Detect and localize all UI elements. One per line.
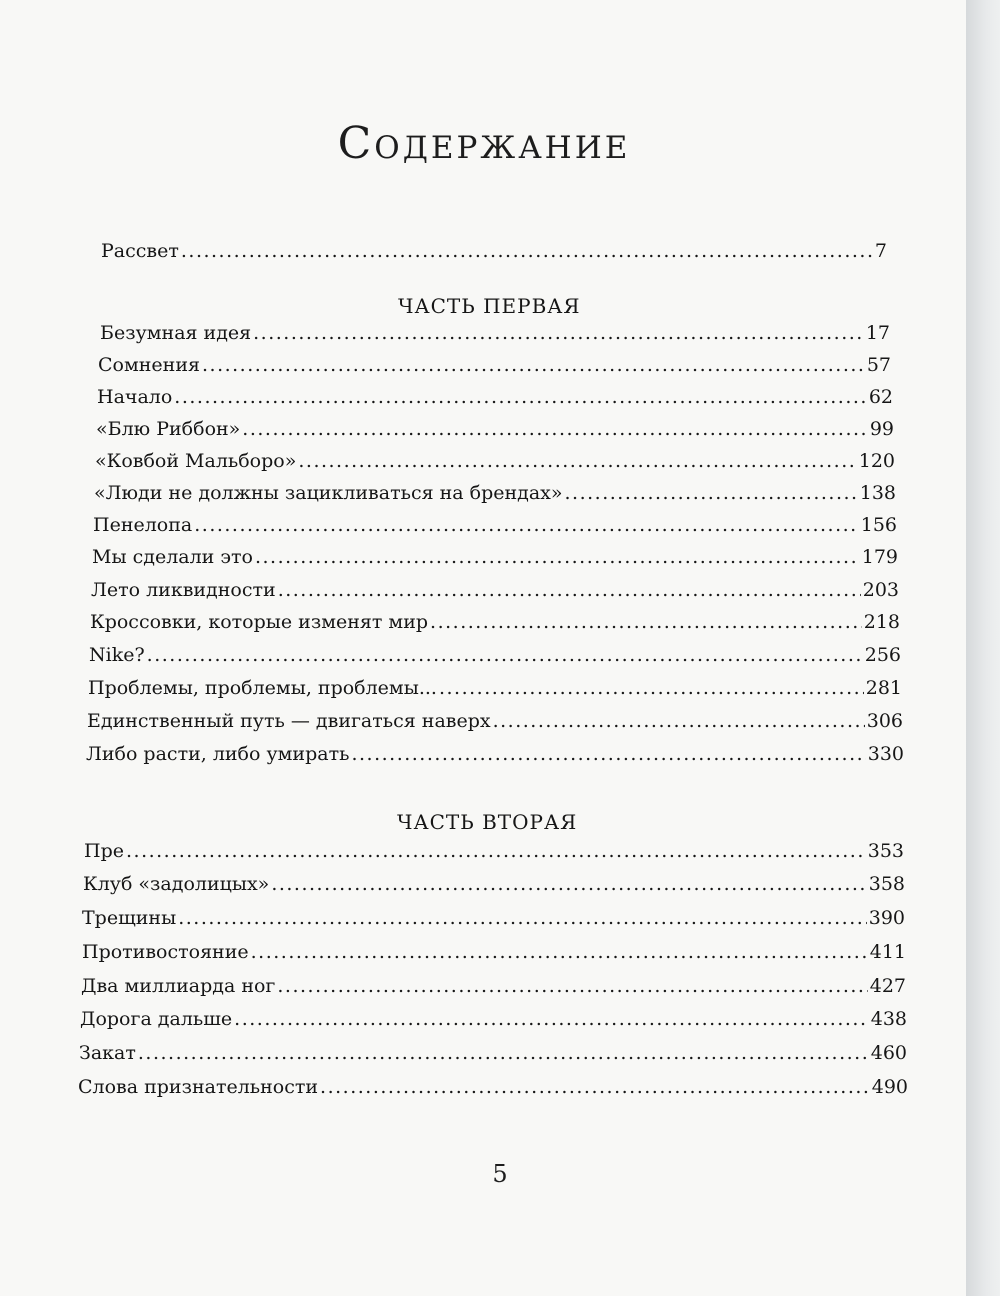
toc-leader-dots (493, 710, 865, 732)
toc-entry-page: 281 (865, 677, 902, 699)
toc-entry-page: 203 (862, 579, 899, 601)
toc-entry-label: Начало (97, 386, 173, 408)
part-one-heading: ЧАСТЬ ПЕРВАЯ (398, 294, 581, 318)
toc-entry-label: Пре (84, 840, 124, 862)
toc-entry-page: 411 (869, 941, 906, 963)
toc-entry-page: 490 (871, 1076, 908, 1098)
toc-entry-label: Лето ликвидности (91, 579, 276, 601)
toc-entry-label: Единственный путь — двигаться наверх (87, 710, 491, 732)
toc-entry (94, 482, 896, 504)
toc-entry-page: 17 (865, 322, 890, 344)
toc-entry-page: 460 (870, 1042, 907, 1064)
toc-entry-label: Безумная идея (100, 322, 252, 344)
toc-entry-intro (101, 240, 887, 262)
toc-entry (79, 1042, 907, 1064)
toc-entry (82, 941, 906, 963)
toc-leader-dots (202, 354, 865, 376)
toc-entry-label: «Блю Риббон» (96, 418, 241, 440)
toc-leader-dots (178, 907, 867, 929)
toc-entry-label: Nike? (89, 644, 145, 666)
toc-leader-dots (242, 418, 868, 440)
toc-entry (91, 579, 899, 601)
page-title: Содержание (337, 118, 631, 169)
toc-leader-dots (277, 975, 867, 997)
toc-entry-label: Противостояние (82, 941, 249, 963)
toc-entry (98, 354, 891, 376)
toc-entry-label: Рассвет (101, 240, 179, 262)
toc-leader-dots (253, 322, 864, 344)
toc-entry (92, 546, 898, 568)
toc-entry-label: Мы сделали это (92, 546, 253, 568)
toc-leader-dots (147, 644, 863, 666)
toc-entry-page: 57 (866, 354, 891, 376)
toc-entry-label: Два миллиарда ног (81, 975, 276, 997)
toc-leader-dots (251, 941, 868, 963)
toc-leader-dots (255, 546, 860, 568)
toc-entry-page: 330 (867, 743, 904, 765)
toc-entry (83, 873, 905, 895)
toc-entry (86, 743, 904, 765)
toc-leader-dots (181, 240, 873, 262)
toc-entry-page: 438 (870, 1008, 907, 1030)
toc-leader-dots (174, 386, 867, 408)
toc-entry (80, 1008, 907, 1030)
toc-entry-page: 120 (858, 450, 895, 472)
toc-entry-page: 306 (866, 710, 903, 732)
toc-leader-dots (138, 1042, 869, 1064)
toc-entry (95, 450, 895, 472)
toc-entry (93, 514, 897, 536)
toc-entry-page: 353 (867, 840, 904, 862)
toc-entry-page: 390 (868, 907, 905, 929)
toc-entry-label: Закат (79, 1042, 136, 1064)
part-two-heading: ЧАСТЬ ВТОРАЯ (397, 810, 578, 834)
page-number: 5 (492, 1160, 508, 1188)
toc-entry-label: Проблемы, проблемы, проблемы... (88, 677, 437, 699)
toc-entry (84, 840, 904, 862)
toc-entry-page: 62 (868, 386, 893, 408)
toc-entry-page: 99 (869, 418, 894, 440)
toc-entry-label: Либо расти, либо умирать (86, 743, 350, 765)
toc-entry-page: 156 (860, 514, 897, 536)
toc-leader-dots (271, 873, 866, 895)
toc-entry-page: 256 (864, 644, 901, 666)
toc-entry (81, 975, 906, 997)
toc-entry (90, 611, 900, 633)
toc-entry (78, 1076, 908, 1098)
toc-leader-dots (194, 514, 859, 536)
toc-entry (82, 907, 905, 929)
toc-leader-dots (278, 579, 861, 601)
toc-entry-page: 218 (863, 611, 900, 633)
toc-entry-page: 179 (861, 546, 898, 568)
toc-entry (89, 644, 901, 666)
toc-entry-label: «Люди не должны зацикливаться на брендах» (94, 482, 563, 504)
toc-entry-label: «Ковбой Мальборо» (95, 450, 297, 472)
toc-leader-dots (234, 1008, 869, 1030)
toc-leader-dots (351, 743, 865, 765)
toc-entry (100, 322, 890, 344)
toc-entry-label: Дорога дальше (80, 1008, 233, 1030)
toc-entry (88, 677, 902, 699)
toc-entry-label: Клуб «задолицых» (83, 873, 270, 895)
toc-entry-page: 7 (874, 240, 887, 262)
toc-entry (87, 710, 903, 732)
toc-entry-page: 358 (868, 873, 905, 895)
toc-entry-label: Сомнения (98, 354, 200, 376)
toc-leader-dots (320, 1076, 870, 1098)
toc-entry-label: Слова признательности (78, 1076, 319, 1098)
toc-entry (97, 386, 893, 408)
toc-entry-page: 427 (869, 975, 906, 997)
toc-entry-label: Трещины (82, 907, 177, 929)
toc-leader-dots (565, 482, 858, 504)
toc-leader-dots (298, 450, 856, 472)
toc-entry-page: 138 (859, 482, 896, 504)
toc-leader-dots (439, 677, 864, 699)
toc-entry-label: Пенелопа (93, 514, 193, 536)
toc-entry (96, 418, 894, 440)
page-edge (966, 0, 1000, 1296)
toc-leader-dots (430, 611, 862, 633)
toc-leader-dots (126, 840, 866, 862)
toc-entry-label: Кроссовки, которые изменят мир (90, 611, 429, 633)
